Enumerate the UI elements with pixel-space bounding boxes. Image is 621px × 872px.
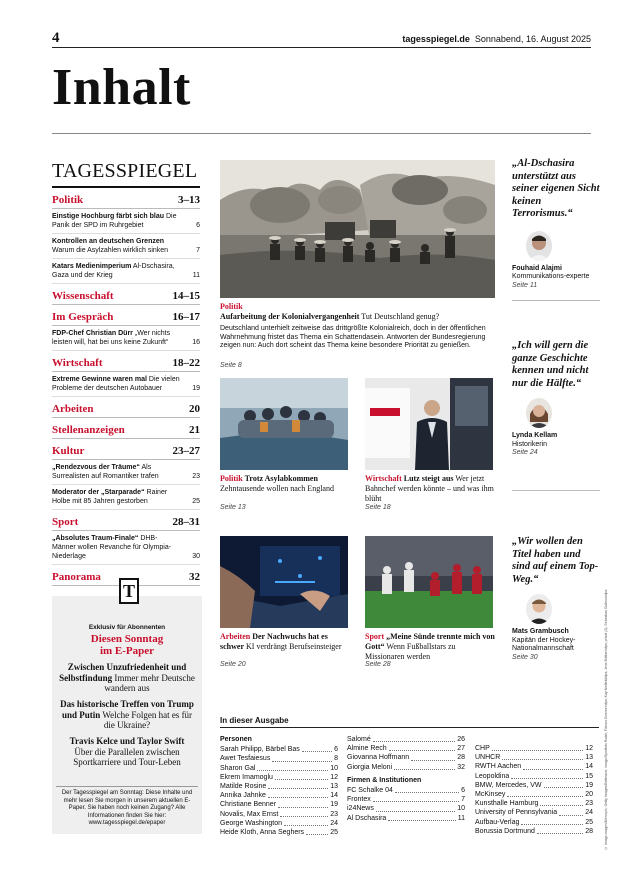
- index-row[interactable]: [220, 800, 338, 809]
- section-entry[interactable]: [52, 329, 200, 351]
- index-entry-name: Sharon Gal: [220, 764, 256, 772]
- promo-item-3-bold: Travis Kelce und Taylor Swift: [69, 736, 185, 746]
- index-entry-name: Christiane Benner: [220, 801, 277, 809]
- index-entry-name: Frontex: [347, 796, 371, 804]
- index-dot-leader: [272, 754, 332, 761]
- quote-name-1: Fouhaid Alajmi: [512, 264, 562, 272]
- entry-text: [52, 212, 180, 230]
- index-entry-name: RWTH Aachen: [475, 763, 522, 771]
- index-entry-name: Awet Tesfaiesus: [220, 755, 271, 763]
- index-dot-leader: [511, 772, 583, 779]
- section-entry[interactable]: [52, 463, 200, 485]
- index-dot-leader: [507, 790, 583, 797]
- teaser-migration[interactable]: [220, 474, 350, 494]
- entry-text: [52, 488, 180, 506]
- index-row[interactable]: [347, 763, 465, 772]
- index-dot-leader: [411, 753, 455, 760]
- index-row[interactable]: [347, 804, 465, 813]
- colonial-history-photo: [220, 160, 495, 298]
- section-name: Wirtschaft: [52, 357, 103, 369]
- section-entry[interactable]: [52, 237, 200, 259]
- entry-desc: Al-Dschasira, Gaza und der Krieg: [52, 263, 175, 279]
- section-pages: 20: [189, 403, 200, 415]
- index-row[interactable]: [475, 781, 593, 790]
- entry-page: 30: [192, 553, 200, 560]
- photo-credits: © Imago images/Mirrorpix; Getty Images/Bettmann; imago/Sportfoto Rudel; Fabian Sommer/dpa; Kay Nietfeld/dpa; Jens Büttner/dpa; privat (2); Sebastian Gollnow/dpa: [604, 589, 608, 850]
- entry-bold: „Rendezvous der Träume“: [52, 464, 140, 471]
- section-heading[interactable]: [52, 357, 200, 372]
- index-row[interactable]: [220, 819, 338, 828]
- index-dot-leader: [275, 773, 328, 780]
- entry-text: [52, 237, 180, 255]
- index-entry-page: 32: [457, 763, 465, 771]
- index-dot-leader: [521, 818, 583, 825]
- entry-bold: Moderator der „Starparade“: [52, 489, 145, 496]
- index-dot-leader: [268, 782, 328, 789]
- section-heading[interactable]: [52, 403, 200, 418]
- index-entry-name: Kunsthalle Hamburg: [475, 800, 539, 808]
- promo-exclusive: Exklusiv für Abonnenten: [88, 624, 166, 631]
- index-dot-leader: [268, 791, 328, 798]
- promo-headline-line1: Diesen Sonntag: [90, 633, 164, 645]
- index-entry-name: Giorgia Meloni: [347, 763, 393, 771]
- section-entry[interactable]: [52, 534, 200, 565]
- entry-bold: FDP-Chef Christian Dürr: [52, 330, 133, 337]
- quote-page-1: Seite 11: [512, 281, 538, 289]
- section-directory: [52, 160, 200, 586]
- site-name[interactable]: tagesspiegel.de: [402, 34, 470, 44]
- index-entry-page: 20: [585, 791, 593, 799]
- index-entry-name: CHP: [475, 745, 490, 752]
- index-dot-leader: [373, 735, 455, 742]
- index-dot-leader: [388, 814, 455, 821]
- entry-text: [52, 329, 180, 347]
- index-entry-name: Sarah Philipp, Bärbel Bas: [220, 746, 300, 754]
- header-rule: [52, 47, 591, 48]
- masthead-meta: [402, 34, 591, 44]
- entry-page: 6: [196, 222, 200, 229]
- entry-page: 16: [192, 339, 200, 346]
- index-row[interactable]: [220, 764, 338, 773]
- index-entry-page: 23: [585, 800, 593, 808]
- index-dot-leader: [302, 745, 332, 752]
- index-entry-page: 23: [330, 810, 338, 818]
- index-row[interactable]: [475, 818, 593, 827]
- portrait-fouhaid-alajmi: [526, 231, 552, 261]
- quote-box-2: [512, 340, 600, 458]
- section-pages: 21: [189, 424, 200, 436]
- index-dot-leader: [373, 795, 459, 802]
- teaser-bahn-page: Seite 18: [365, 504, 391, 511]
- teaser-migration-page: Seite 13: [220, 504, 246, 511]
- quote-box-1: [512, 158, 600, 290]
- index-entry-page: 27: [457, 745, 465, 753]
- portrait-lynda-kellam: [526, 398, 552, 428]
- index-entry-name: McKinsey: [475, 791, 506, 799]
- index-dot-leader: [502, 753, 583, 760]
- quote-person-1: [512, 265, 600, 291]
- entry-desc: Warum die Asylzahlen wirklich sinken: [52, 247, 169, 254]
- index-row[interactable]: [347, 814, 465, 823]
- index-entry-name: Matilde Rosine: [220, 783, 267, 791]
- entry-desc: Die Panik der SPD im Ruhrgebiet: [52, 213, 177, 229]
- section-name: Kultur: [52, 445, 85, 457]
- index-entry-page: 24: [585, 809, 593, 817]
- teaser-football-section: Sport: [365, 632, 385, 641]
- promo-headline: [56, 633, 198, 657]
- quote-role-3: Kapitän der Hockey-Nationalmannschaft: [512, 636, 576, 652]
- promo-footer: [56, 786, 198, 828]
- index-dot-leader: [257, 764, 328, 771]
- quote-text-3: „Wir wollen den Titel haben und sind auf einem Top-Weg.“: [512, 536, 599, 585]
- teaser-football-text: Wenn Fußballstars zu Missionaren werden: [365, 642, 456, 661]
- portrait-mats-grambusch: [526, 594, 552, 624]
- main-story-heading[interactable]: [220, 302, 495, 322]
- section-4: [52, 357, 200, 397]
- index-persons-heading: Personen: [220, 736, 252, 743]
- teaser-bahn-headline: Lutz steigt aus: [403, 474, 454, 483]
- section-pages: 3–13: [178, 194, 200, 206]
- section-entry[interactable]: [52, 488, 200, 510]
- section-entry[interactable]: [52, 212, 200, 234]
- quote-name-3: Mats Grambusch: [512, 628, 569, 635]
- quote-name-2: Lynda Kellam: [512, 432, 558, 439]
- newspaper-logo: TAGESSPIEGEL: [52, 160, 200, 188]
- entry-bold: Katars Medienimperium: [52, 263, 132, 270]
- index-row[interactable]: [220, 745, 338, 754]
- index-entry-page: 7: [461, 796, 465, 804]
- index-entry-page: 14: [585, 763, 593, 771]
- index-dot-leader: [280, 810, 328, 817]
- index-entry-page: 14: [330, 792, 338, 800]
- entry-desc: Die vielen Probleme der deutschen Autobauer: [52, 376, 180, 392]
- teaser-bahn-section: Wirtschaft: [365, 474, 402, 483]
- index-entry-name: FC Schalke 04: [347, 787, 393, 795]
- entry-text: [52, 375, 180, 393]
- quote-divider-2: [512, 490, 600, 491]
- promo-item-2-text: Welche Folgen hat es für die Ukraine?: [102, 709, 193, 730]
- index-column-3: [475, 744, 593, 836]
- teaser-football-page: Seite 28: [365, 661, 391, 668]
- entry-page: 7: [196, 247, 200, 254]
- index-row[interactable]: [475, 744, 593, 753]
- tagesspiegel-t-logo: T: [119, 578, 139, 604]
- index-entry-page: 13: [330, 783, 338, 791]
- issue-date: Sonnabend, 16. August 2025: [474, 34, 591, 44]
- section-pages: 18–22: [172, 357, 200, 369]
- index-entry-page: 25: [330, 829, 338, 837]
- entry-page: 11: [192, 272, 200, 279]
- entry-desc: „Wer nichts leisten will, hat bei uns keine Zukunft“: [52, 330, 171, 346]
- quote-person-2: [512, 432, 600, 458]
- index-column-2: [347, 735, 465, 823]
- entry-text: [52, 534, 180, 561]
- teaser-migration-section: Politik: [220, 474, 243, 483]
- index-entry-name: Leopoldina: [475, 772, 510, 780]
- main-story-text: Deutschland unterhielt zeitweise das drittgrößte Kolonialreich, doch in der öffentlichen Wahrnehmung fristet das Thema ein Schattendasein. Antworten der Bundesregierung zeigen nun: Auch dort scheint das Thema keine besondere Priorität zu genießen.: [220, 325, 486, 350]
- index-dot-leader: [376, 804, 455, 811]
- index-entry-name: UNHCR: [475, 754, 501, 762]
- index-entry-page: 12: [330, 773, 338, 781]
- epaper-link[interactable]: www.tagesspiegel.de/epaper: [88, 820, 166, 826]
- section-name: Panorama: [52, 571, 101, 583]
- section-8: [52, 516, 200, 565]
- index-rule: [220, 727, 599, 728]
- epaper-promo-box: [52, 581, 202, 834]
- index-entry-page: 6: [334, 746, 338, 754]
- teaser-bahn-text: Wer jetzt Bahnchef werden könnte – und was ihm blüht: [365, 474, 494, 503]
- section-name: Im Gespräch: [52, 311, 114, 323]
- index-row[interactable]: [347, 744, 465, 753]
- index-dot-leader: [540, 799, 583, 806]
- index-row[interactable]: [475, 772, 593, 781]
- ai-laptop-photo: [220, 536, 348, 628]
- index-entry-name: Almine Rech: [347, 745, 387, 753]
- teaser-football[interactable]: [365, 632, 497, 662]
- index-row[interactable]: [347, 735, 465, 744]
- teaser-career-headline: Der Nachwuchs hat es schwer: [220, 632, 328, 651]
- index-entry-name: Al Dschasira: [347, 814, 387, 822]
- page-title: Inhalt: [52, 59, 191, 116]
- promo-item-3-text: Über die Parallelen zwischen Sportkarriere und Tour-Leben: [73, 746, 181, 767]
- index-entry-name: Salomé: [347, 736, 371, 743]
- section-3: [52, 311, 200, 351]
- main-story-kicker: Tut Deutschland genug?: [361, 312, 440, 321]
- index-row[interactable]: [475, 808, 593, 817]
- section-pages: 14–15: [172, 290, 200, 302]
- entry-text: [52, 262, 180, 280]
- index-entry-name: BMW, Mercedes, VW: [475, 781, 542, 789]
- promo-item-1: [56, 662, 198, 694]
- section-name: Stellenanzeigen: [52, 424, 125, 436]
- teaser-career-section: Arbeiten: [220, 632, 251, 641]
- index-row[interactable]: [475, 827, 593, 836]
- quote-person-3: [512, 628, 600, 662]
- index-entry-name: Ekrem Imamoglu: [220, 773, 273, 781]
- index-title: In dieser Ausgabe: [220, 716, 289, 725]
- index-dot-leader: [278, 800, 328, 807]
- index-entry-page: 25: [585, 818, 593, 826]
- section-entry[interactable]: [52, 262, 200, 284]
- index-entry-page: 11: [457, 814, 465, 822]
- index-entry-page: 28: [585, 827, 593, 835]
- entry-page: 23: [192, 473, 200, 480]
- quote-text-1: „Al-Dschasira unterstützt aus seiner eigenen Sicht keinen Terrorismus.“: [512, 158, 600, 219]
- index-row[interactable]: [475, 762, 593, 771]
- index-entry-name: Heide Kloth, Anna Seghers: [220, 829, 305, 837]
- index-entry-page: 10: [330, 764, 338, 772]
- index-entry-name: Novalis, Max Ernst: [220, 810, 279, 818]
- section-heading[interactable]: [52, 424, 200, 439]
- entry-page: 19: [192, 385, 200, 392]
- promo-item-2: [56, 699, 198, 731]
- entry-bold: Kontrollen an deutschen Grenzen: [52, 238, 165, 245]
- index-entry-name: Annika Jahnke: [220, 792, 266, 800]
- section-heading[interactable]: [52, 311, 200, 326]
- quote-page-3: Seite 30: [512, 653, 538, 661]
- section-pages: 32: [189, 571, 200, 583]
- railway-train-photo: [365, 378, 493, 470]
- quote-role-1: Kommunikations-experte: [512, 273, 590, 280]
- promo-item-1-text: Immer mehr Deutsche wandern aus: [104, 672, 195, 693]
- index-entry-page: 12: [585, 745, 593, 752]
- section-name: Sport: [52, 516, 79, 528]
- quote-role-2: Historikerin: [512, 440, 548, 448]
- section-name: Arbeiten: [52, 403, 94, 415]
- index-row[interactable]: [220, 782, 338, 791]
- index-row[interactable]: [220, 773, 338, 782]
- index-entry-page: 19: [585, 781, 593, 789]
- index-entry-name: George Washington: [220, 819, 282, 827]
- section-1: [52, 194, 200, 284]
- section-pages: 23–27: [172, 445, 200, 457]
- entry-bold: Einstige Hochburg färbt sich blau: [52, 213, 165, 220]
- entry-desc: DHB-Männer wollen Revanche für Olympia-Niederlage: [52, 535, 172, 560]
- teaser-career-text: KI verdrängt Berufseinsteiger: [246, 642, 342, 651]
- index-entry-name: University of Pennsylvania: [475, 809, 558, 817]
- title-rule: [52, 133, 591, 134]
- section-heading[interactable]: [52, 194, 200, 209]
- section-heading[interactable]: [52, 290, 200, 305]
- promo-footer-text: Der Tagesspiegel am Sonntag: Diese Inhalte und mehr lesen Sie morgen in unserem aktuellen E-Paper. Sie haben noch keinen Zugang? Alle Informationen finden Sie hier:: [61, 790, 193, 819]
- index-dot-leader: [389, 744, 456, 751]
- index-dot-leader: [523, 762, 583, 769]
- section-entry[interactable]: [52, 375, 200, 397]
- teaser-career[interactable]: [220, 632, 350, 652]
- main-story-page: Seite 8: [220, 362, 242, 369]
- index-dot-leader: [492, 744, 583, 751]
- promo-headline-line2: im E-Paper: [99, 645, 155, 657]
- index-dot-leader: [284, 819, 328, 826]
- main-story-headline: Aufarbeitung der Kolonialvergangenheit: [220, 312, 360, 321]
- index-row[interactable]: [220, 810, 338, 819]
- index-entry-page: 10: [457, 805, 465, 813]
- section-heading[interactable]: [52, 516, 200, 531]
- index-dot-leader: [394, 763, 455, 770]
- index-row[interactable]: [220, 791, 338, 800]
- index-entry-page: 6: [461, 787, 465, 795]
- index-dot-leader: [395, 786, 459, 793]
- index-dot-leader: [537, 827, 583, 834]
- entry-desc: Rainer Holbe mit 85 Jahren gestorben: [52, 489, 168, 505]
- index-row[interactable]: [475, 753, 593, 762]
- index-dot-leader: [559, 808, 583, 815]
- entry-text: [52, 463, 180, 481]
- quote-divider-1: [512, 300, 600, 301]
- index-row[interactable]: [220, 828, 338, 837]
- teaser-migration-headline: Trotz Asylabkommen: [244, 474, 318, 483]
- section-name: Politik: [52, 194, 84, 206]
- index-row[interactable]: [220, 754, 338, 763]
- index-row[interactable]: [475, 790, 593, 799]
- index-row[interactable]: [347, 753, 465, 762]
- section-7: [52, 445, 200, 510]
- section-5: [52, 403, 200, 418]
- teaser-football-headline: „Meine Sünde trennte mich von Gott“: [365, 632, 495, 651]
- teaser-migration-text: Zehntausende wollen nach England: [220, 484, 334, 493]
- section-pages: 28–31: [172, 516, 200, 528]
- index-entry-page: 24: [330, 819, 338, 827]
- teaser-career-page: Seite 20: [220, 661, 246, 668]
- index-entry-page: 8: [334, 755, 338, 763]
- promo-item-2-bold: Das historische Treffen von Trump und Putin: [60, 699, 194, 720]
- index-dot-leader: [544, 781, 584, 788]
- index-column-1: [220, 735, 338, 837]
- teaser-bahn[interactable]: [365, 474, 497, 504]
- index-dot-leader: [306, 828, 328, 835]
- entry-bold: „Absolutes Traum-Finale“: [52, 535, 139, 542]
- section-6: [52, 424, 200, 439]
- index-firms-heading: Firmen & Institutionen: [347, 776, 422, 784]
- section-pages: 16–17: [172, 311, 200, 323]
- section-heading[interactable]: [52, 445, 200, 460]
- index-entry-name: i24News: [347, 805, 374, 813]
- promo-item-1-bold: Zwischen Unzufriedenheit und Selbstfindung: [59, 662, 187, 683]
- entry-page: 25: [192, 498, 200, 505]
- football-match-photo: [365, 536, 493, 628]
- section-name: Wissenschaft: [52, 290, 114, 302]
- quote-box-3: [512, 536, 600, 662]
- index-entry-name: Aufbau-Verlag: [475, 818, 520, 826]
- page-number: 4: [52, 30, 60, 46]
- index-entry-name: Borussia Dortmund: [475, 827, 535, 835]
- section-2: [52, 290, 200, 305]
- migrant-boat-photo: [220, 378, 348, 470]
- index-entry-page: 19: [330, 801, 338, 809]
- entry-desc: Als Surrealisten auf Romantiker trafen: [52, 464, 159, 480]
- promo-item-3: [56, 736, 198, 768]
- index-entry-page: 28: [457, 754, 465, 762]
- index-row[interactable]: [347, 795, 465, 804]
- quote-page-2: Seite 24: [512, 449, 538, 456]
- quote-text-2: „Ich will gern die ganze Geschichte kennen und nicht nur die Hälfte.“: [512, 340, 589, 389]
- entry-bold: Extreme Gewinne waren mal: [52, 376, 147, 383]
- index-entry-page: 26: [457, 736, 465, 743]
- index-entry-page: 15: [585, 772, 593, 780]
- index-entry-page: 13: [585, 754, 593, 762]
- main-story-section: Politik: [220, 302, 243, 311]
- index-row[interactable]: [475, 799, 593, 808]
- index-entry-name: Giovanna Hoffmann: [347, 754, 410, 762]
- index-row[interactable]: [347, 786, 465, 795]
